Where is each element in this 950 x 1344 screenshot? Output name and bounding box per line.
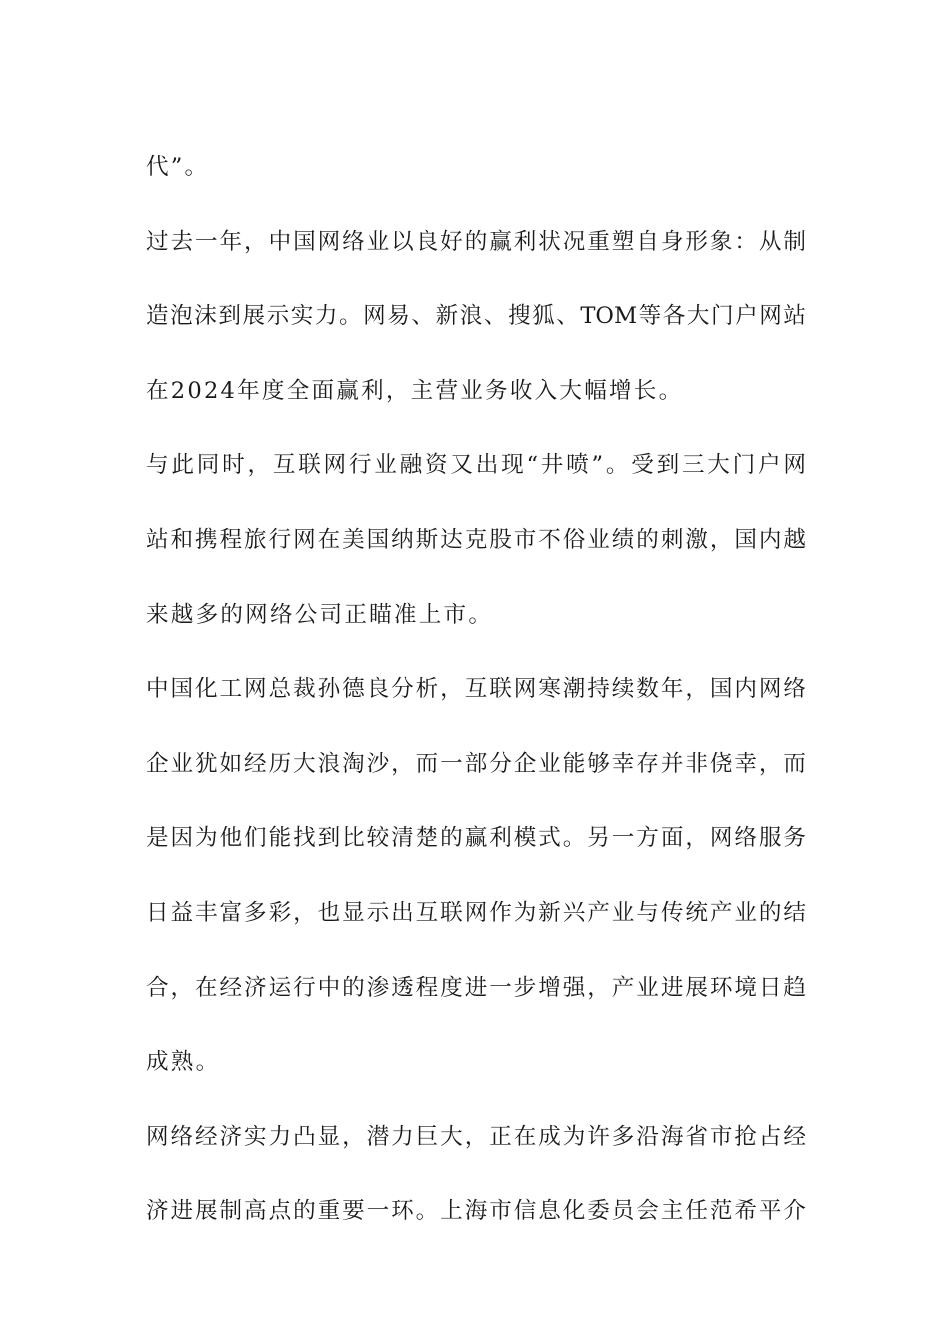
text-line-13: 成熟。 (146, 1049, 221, 1076)
body-text (146, 130, 806, 1249)
text-line-10: 是因为他们能找到比较清楚的赢利模式。另一方面，网络服务 (146, 825, 806, 852)
text-line-15: 济进展制高点的重要一环。上海市信息化委员会主任范希平介 (146, 1198, 806, 1225)
text-line-12: 合，在经济运行中的渗透程度进一步增强，产业进展环境日趋 (146, 974, 806, 1001)
text-line-9: 企业犹如经历大浪淘沙，而一部分企业能够幸存并非侥幸，而 (146, 750, 806, 777)
text-line-8: 中国化工网总裁孙德良分析，互联网寒潮持续数年，国内网络 (146, 676, 806, 703)
text-line-5: 与此同时，互联网行业融资又出现“井喷”。受到三大门户网 (146, 452, 806, 479)
text-line-7: 来越多的网络公司正瞄准上市。 (146, 601, 494, 628)
text-line-3: 造泡沫到展示实力。网易、新浪、搜狐、TOM等各大门户网站 (146, 303, 806, 330)
text-line-6: 站和携程旅行网在美国纳斯达克股市不俗业绩的刺激，国内越 (146, 526, 806, 553)
text-line-4: 在2024年度全面赢利，主营业务收入大幅增长。 (146, 377, 684, 404)
text-line-14: 网络经济实力凸显，潜力巨大，正在成为许多沿海省市抢占经 (146, 1123, 806, 1150)
text-line-11: 日益丰富多彩，也显示出互联网作为新兴产业与传统产业的结 (146, 899, 806, 926)
text-line-2: 过去一年，中国网络业以良好的赢利状况重塑自身形象：从制 (146, 228, 806, 255)
text-line-1: 代”。 (146, 154, 210, 180)
